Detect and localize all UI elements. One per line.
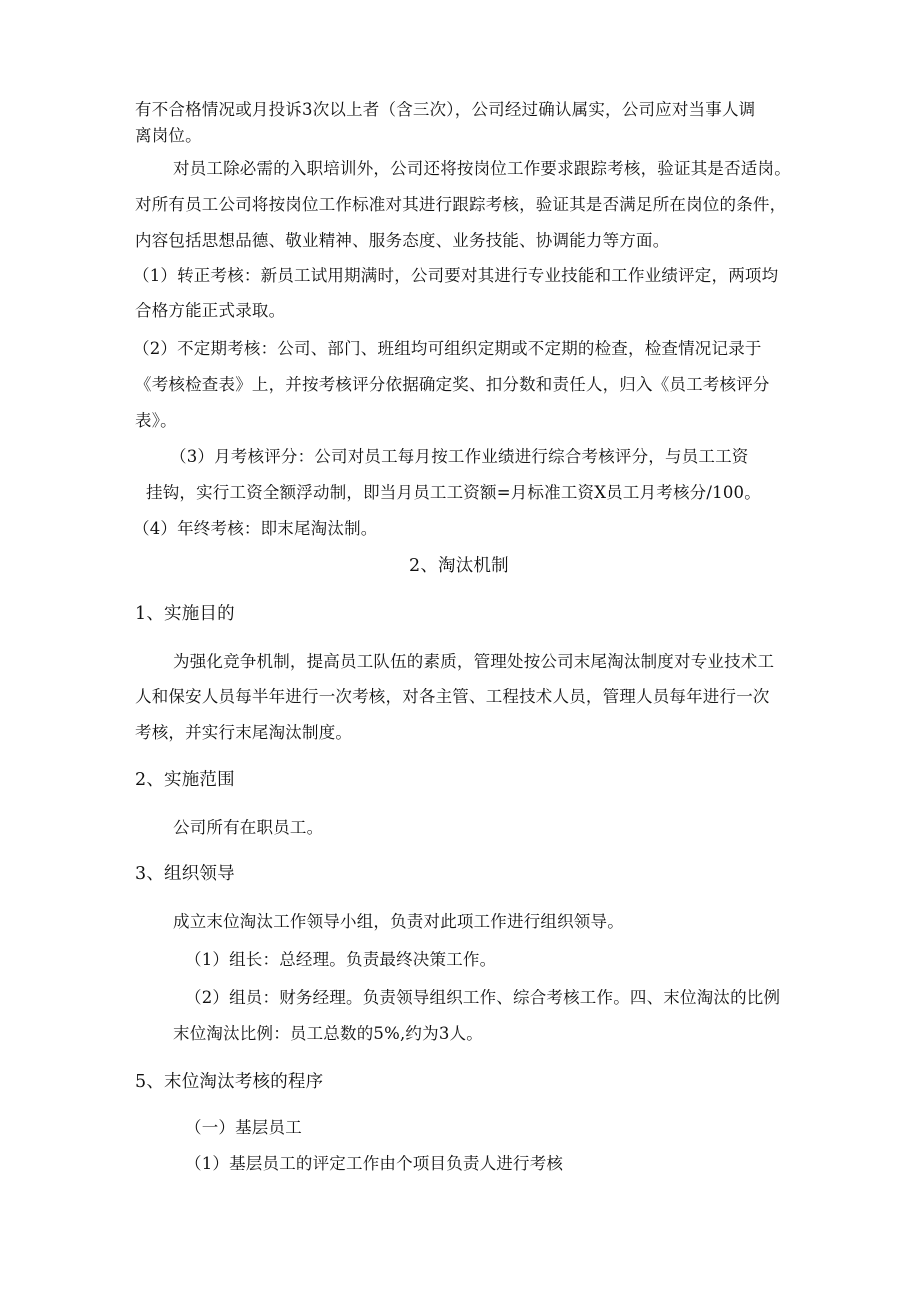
s3-line-1: 成立末位淘汰工作领导小组，负责对此项工作进行组织领导。 bbox=[173, 912, 624, 931]
s2-line-1: 公司所有在职员工。 bbox=[173, 818, 324, 837]
item1-line-1: （1）转正考核：新员工试用期满时，公司要对其进行专业技能和工作业绩评定，两项均 bbox=[133, 266, 779, 285]
item2-line-1: （2）不定期考核：公司、部门、班组均可组织定期或不定期的检查，检查情况记录于 bbox=[133, 339, 762, 358]
item3-line-2: 挂钩，实行工资全额浮动制，即当月员工工资额=月标准工资X员工月考核分/100。 bbox=[146, 483, 761, 502]
s1-heading: 1、实施目的 bbox=[135, 604, 235, 624]
s1-line-1: 为强化竞争机制，提高员工队伍的素质，管理处按公司末尾淘汰制度对专业技术工 bbox=[173, 652, 775, 671]
assessment-line-2: 对所有员工公司将按岗位工作标准对其进行跟踪考核，验证其是否满足所在岗位的条件， bbox=[135, 195, 787, 214]
s5-line-1: （一）基层员工 bbox=[185, 1118, 302, 1137]
s3-heading: 3、组织领导 bbox=[135, 864, 235, 884]
s1-line-3: 考核，并实行末尾淘汰制度。 bbox=[135, 723, 353, 742]
s3-line-4: 末位淘汰比例：员工总数的5%,约为3人。 bbox=[173, 1024, 483, 1043]
item2-line-3: 表》。 bbox=[135, 411, 177, 430]
item3-line-1: （3）月考核评分：公司对员工每月按工作业绩进行综合考核评分，与员工工资 bbox=[170, 447, 749, 466]
section-title: 2、淘汰机制 bbox=[409, 556, 509, 576]
s2-heading: 2、实施范围 bbox=[135, 770, 235, 790]
assessment-line-1: 对员工除必需的入职培训外，公司还将按岗位工作要求跟踪考核，验证其是否适岗。 bbox=[173, 159, 791, 178]
s5-heading: 5、末位淘汰考核的程序 bbox=[135, 1072, 324, 1092]
s3-line-3: （2）组员：财务经理。负责领导组织工作、综合考核工作。四、末位淘汰的比例 bbox=[185, 988, 781, 1007]
item2-line-2: 《考核检查表》上，并按考核评分依据确定奖、扣分数和责任人，归入《员工考核评分 bbox=[135, 375, 770, 394]
item4-line: （4）年终考核：即末尾淘汰制。 bbox=[133, 519, 378, 538]
intro-line-1: 有不合格情况或月投诉3次以上者（含三次），公司经过确认属实，公司应对当事人调 bbox=[135, 100, 756, 119]
intro-line-2: 离岗位。 bbox=[135, 126, 202, 145]
assessment-line-3: 内容包括思想品德、敬业精神、服务态度、业务技能、协调能力等方面。 bbox=[135, 231, 670, 250]
s5-line-2: （1）基层员工的评定工作由个项目负责人进行考核 bbox=[185, 1154, 564, 1173]
s3-line-2: （1）组长：总经理。负责最终决策工作。 bbox=[185, 950, 497, 969]
item1-line-2: 合格方能正式录取。 bbox=[135, 301, 286, 320]
s1-line-2: 人和保安人员每半年进行一次考核，对各主管、工程技术人员，管理人员每年进行一次 bbox=[135, 687, 770, 706]
